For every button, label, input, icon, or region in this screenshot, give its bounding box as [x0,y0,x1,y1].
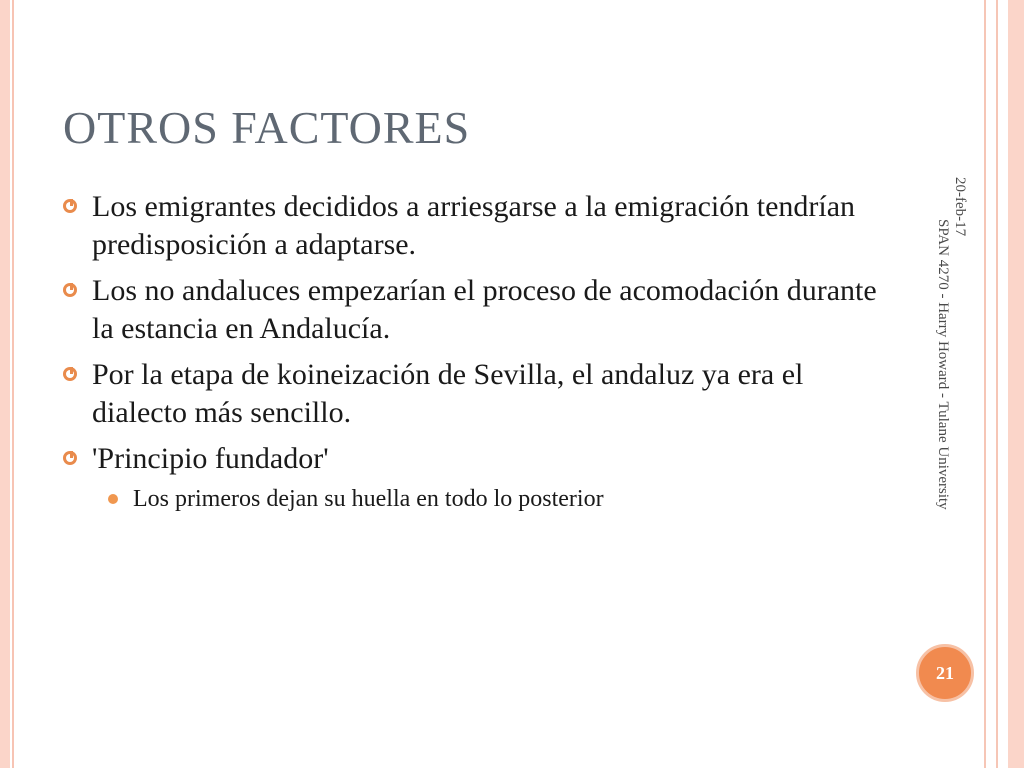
bullet-item [63,440,883,514]
frame-left-bar [0,0,10,768]
sub-bullet-item [92,484,883,514]
sub-bullet-icon [108,494,118,504]
sub-bullet-list [92,484,883,514]
bullet-icon [63,367,77,381]
frame-left-line [12,0,14,768]
bullet-item [63,356,883,432]
page-number-badge [916,644,974,702]
bullet-item [63,188,883,264]
sub-bullet-text: Los primeros dejan su huella en todo lo posterior [133,486,604,512]
bullet-icon [63,451,77,465]
frame-right-line [984,0,986,768]
footer-text: SPAN 4270 - Harry Howard - Tulane University [935,219,951,510]
bullet-text: Los no andaluces empezarían el proceso de acomodación durante la estancia en Andalucía. [92,274,877,345]
bullet-text: Los emigrantes decididos a arriesgarse a la emigración tendrían predisposición a adaptarse. [92,190,856,261]
slide-date: 20-feb-17 [952,177,968,237]
bullet-text: 'Principio fundador' [92,442,329,475]
bullet-list [63,188,883,522]
bullet-icon [63,199,77,213]
slide-title: OTROS FACTORES [63,102,471,153]
side-footer [935,177,968,607]
bullet-item [63,272,883,348]
frame-right-line [996,0,998,768]
bullet-icon [63,283,77,297]
frame-right-bar [1008,0,1024,768]
bullet-text: Por la etapa de koineización de Sevilla, el andaluz ya era el dialecto más sencillo. [92,358,804,429]
page-number: 21 [936,662,954,683]
